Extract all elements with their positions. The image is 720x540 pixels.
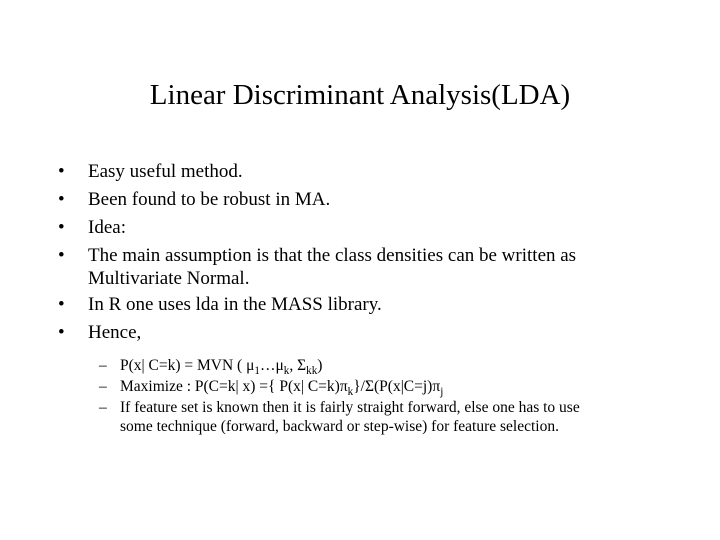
bullet-item	[58, 321, 698, 344]
slide-title: Linear Discriminant Analysis(LDA)	[149, 79, 571, 111]
sub-bullet-item	[99, 377, 699, 396]
bullet-text: Idea:	[88, 217, 126, 238]
bullet-text: Hence,	[88, 322, 142, 343]
bullet-dot: •	[58, 217, 65, 238]
bullet-dot: •	[58, 322, 65, 343]
bullet-text: Been found to be robust in MA.	[88, 189, 331, 210]
sub-bullet-item	[99, 398, 699, 436]
bullet-item	[58, 244, 698, 290]
bullet-text: Easy useful method.	[88, 161, 243, 182]
bullet-text-continued: Multivariate Normal.	[88, 268, 250, 289]
bullet-item	[58, 216, 698, 239]
sub-bullet-text-continued: some technique (forward, backward or step-wise) for feature selection.	[120, 418, 559, 435]
sub-bullet-list	[99, 356, 699, 438]
bullet-text: The main assumption is that the class densities can be written as	[88, 245, 577, 266]
formula-text: Maximize : P(C=k| x) ={ P(x| $C=k)\pi_k\}/\Sigma(P(x|C=j)\pi_j$	[120, 378, 444, 398]
sub-bullet-dash: –	[99, 357, 107, 374]
sub-bullet-text: If feature set is known then it is fairly straight forward, else one has to use	[120, 399, 580, 416]
sub-bullet-dash: –	[99, 399, 107, 416]
bullet-dot: •	[58, 245, 65, 266]
bullet-text: In R one uses lda in the MASS library.	[88, 294, 382, 315]
bullet-item	[58, 293, 698, 316]
bullet-dot: •	[58, 161, 65, 182]
bullet-item	[58, 188, 698, 211]
sub-bullet-dash: –	[99, 378, 107, 395]
sub-bullet-item	[99, 356, 699, 375]
bullet-list	[58, 160, 698, 349]
bullet-dot: •	[58, 294, 65, 315]
bullet-dot: •	[58, 189, 65, 210]
bullet-item	[58, 160, 698, 183]
formula-text: P(x| C=k) = MVN ( $\mu_1\dots\mu_k$, $\Sigma_{kk}$)	[120, 357, 323, 377]
